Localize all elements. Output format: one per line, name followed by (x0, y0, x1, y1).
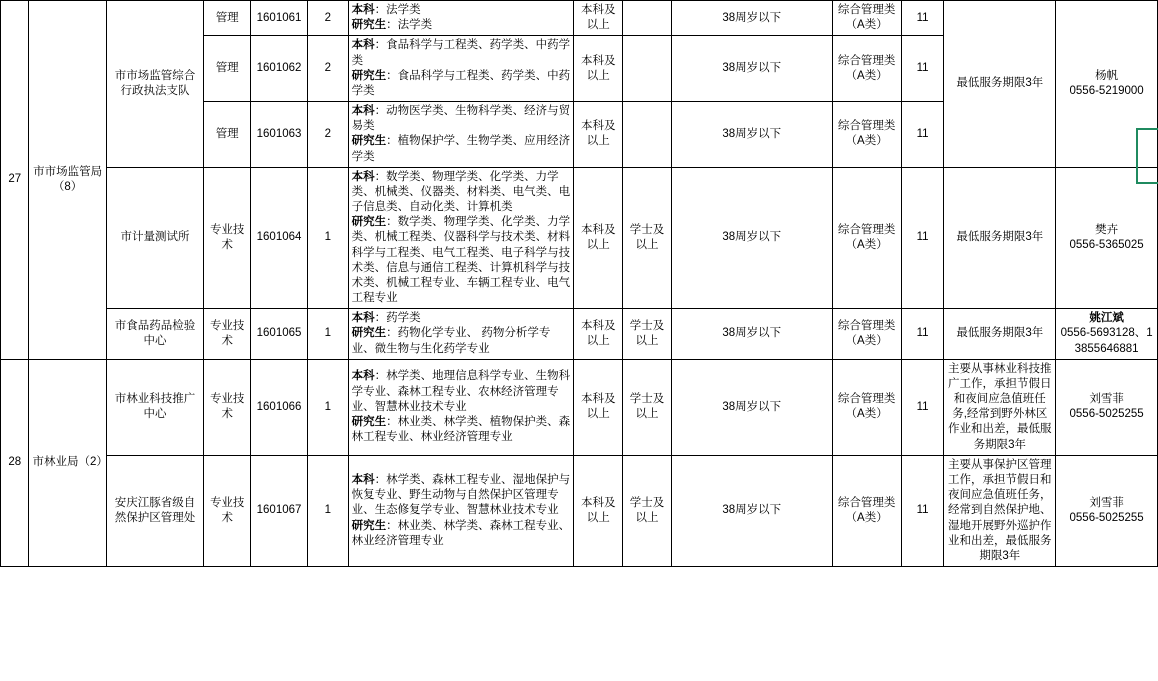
cell-degree: 学士及以上 (623, 167, 672, 309)
cell-contact (1056, 359, 1158, 455)
major-postgrad-value: ：法学类 (386, 19, 433, 32)
cell-degree (623, 102, 672, 168)
major-undergrad-label: 本科 (351, 170, 375, 183)
contact-name: 樊卉 (1095, 223, 1119, 236)
table-row (1, 309, 1158, 360)
cell-major (348, 309, 574, 360)
cell-other: 最低服务期限3年 (944, 167, 1056, 309)
cell-education: 本科及以上 (574, 455, 623, 566)
major-postgrad-value: ：植物保护学、生物学类、应用经济学类 (351, 135, 571, 163)
contact-name: 刘雪菲 (1089, 393, 1124, 406)
table-row (1, 455, 1158, 566)
major-undergrad-value: ：林学类、森林工程专业、湿地保护与恢复专业、野生动物与自然保护区管理专业、生态修复学专业、智慧林业技术专业 (351, 473, 571, 517)
table-row (1, 167, 1158, 309)
cell-exam: 综合管理类（A类） (832, 1, 901, 36)
major-postgrad-value: ：林业类、林学类、森林工程专业、林业经济管理专业 (351, 519, 571, 547)
cell-degree (623, 36, 672, 102)
cell-major (348, 167, 574, 309)
cell-ratio: 11 (901, 167, 944, 309)
major-undergrad-label: 本科 (351, 105, 375, 118)
cell-contact (1056, 167, 1158, 309)
cell-code: 1601067 (251, 455, 308, 566)
cell-other: 主要从事林业科技推广工作，承担节假日和夜间应急值班任务,经常到野外林区作业和出差，最低服务期限3年 (944, 359, 1056, 455)
major-undergrad-value: ：林学类、地理信息科学专业、生物科学专业、森林工程专业、农林经济管理专业、智慧林业技术专业 (351, 370, 571, 413)
cell-age: 38周岁以下 (671, 455, 832, 566)
major-postgrad-value: ：数学类、物理学类、化学类、力学类、机械工程类、仪器科学与技术类、材料科学与工程类、电气工程类、电子科学与技术类、信息与通信工程类、计算机科学与技术类、机械工程专业、车辆工程专业、电气工程专业 (351, 216, 571, 305)
cell-age: 38周岁以下 (671, 1, 832, 36)
major-postgrad-label: 研究生 (351, 216, 387, 229)
cell-category: 管理 (204, 36, 251, 102)
cell-category: 管理 (204, 1, 251, 36)
cell-ratio: 11 (901, 455, 944, 566)
cell-other: 主要从事保护区管理工作，承担节假日和夜间应急值班任务，经常到自然保护地、湿地开展野外巡护作业和出差，最低服务期限3年 (944, 455, 1056, 566)
contact-name: 刘雪菲 (1089, 496, 1124, 509)
cell-major (348, 455, 574, 566)
dept-name: 市市场监管局（8） (33, 165, 103, 193)
cell-count: 1 (308, 309, 349, 360)
contact-phone: 0556-5693128、13855646881 (1060, 327, 1153, 355)
major-undergrad-value: ：法学类 (374, 4, 421, 16)
major-postgrad-value: ：药物化学专业、 药物分析学专业、微生物与生化药学专业 (351, 327, 551, 355)
cell-age: 38周岁以下 (671, 309, 832, 360)
major-postgrad-label: 研究生 (351, 415, 387, 428)
major-postgrad-label: 研究生 (351, 19, 387, 32)
table-row (1, 1, 1158, 36)
cell-contact (1056, 455, 1158, 566)
cell-exam: 综合管理类（A类） (832, 36, 901, 102)
cell-category: 专业技术 (204, 309, 251, 360)
cell-dept (29, 1, 106, 360)
table-row (1, 359, 1158, 455)
major-postgrad-value: ：林业类、林学类、植物保护类、森林工程专业、林业经济管理专业 (351, 415, 571, 444)
cell-index: 27 (1, 1, 29, 360)
cell-degree: 学士及以上 (623, 359, 672, 455)
major-undergrad-value: ：药学类 (374, 312, 421, 325)
major-undergrad-label: 本科 (351, 4, 375, 16)
cell-education: 本科及以上 (574, 309, 623, 360)
cell-category: 专业技术 (204, 455, 251, 566)
cell-count: 2 (308, 102, 349, 168)
cell-ratio: 11 (901, 102, 944, 168)
cell-code: 1601063 (251, 102, 308, 168)
cell-education: 本科及以上 (574, 102, 623, 168)
major-undergrad-label: 本科 (351, 370, 375, 383)
major-postgrad-label: 研究生 (351, 69, 387, 82)
cell-ratio: 11 (901, 359, 944, 455)
cell-other: 最低服务期限3年 (944, 309, 1056, 360)
major-undergrad-value: ：动物医学类、生物科学类、经济与贸易类 (351, 105, 571, 133)
major-postgrad-value: ：食品科学与工程类、药学类、中药学类 (351, 69, 571, 97)
cell-code: 1601061 (251, 1, 308, 36)
cell-major (348, 1, 574, 36)
cell-education: 本科及以上 (574, 359, 623, 455)
selection-highlight-marker (1136, 128, 1158, 184)
cell-ratio: 11 (901, 1, 944, 36)
cell-category: 专业技术 (204, 359, 251, 455)
cell-age: 38周岁以下 (671, 167, 832, 309)
cell-exam: 综合管理类（A类） (832, 102, 901, 168)
contact-name: 姚江斌 (1089, 312, 1124, 325)
contact-phone: 0556-5365025 (1069, 238, 1144, 251)
cell-exam: 综合管理类（A类） (832, 359, 901, 455)
cell-major (348, 36, 574, 102)
cell-education: 本科及以上 (574, 1, 623, 36)
cell-degree: 学士及以上 (623, 309, 672, 360)
cell-category: 专业技术 (204, 167, 251, 309)
cell-degree (623, 1, 672, 36)
cell-index: 28 (1, 359, 29, 566)
cell-age: 38周岁以下 (671, 359, 832, 455)
major-undergrad-label: 本科 (351, 473, 375, 486)
major-undergrad-label: 本科 (351, 39, 375, 52)
cell-count: 1 (308, 167, 349, 309)
cell-ratio: 11 (901, 36, 944, 102)
cell-code: 1601062 (251, 36, 308, 102)
cell-degree: 学士及以上 (623, 455, 672, 566)
cell-contact (1056, 309, 1158, 360)
cell-exam: 综合管理类（A类） (832, 167, 901, 309)
cell-count: 2 (308, 1, 349, 36)
cell-count: 1 (308, 359, 349, 455)
cell-unit: 安庆江豚省级自然保护区管理处 (106, 455, 204, 566)
major-postgrad-label: 研究生 (351, 519, 387, 532)
contact-phone: 0556-5025255 (1069, 511, 1144, 524)
cell-other: 最低服务期限3年 (944, 1, 1056, 168)
cell-age: 38周岁以下 (671, 102, 832, 168)
contact-phone: 0556-5025255 (1069, 408, 1144, 421)
contact-phone: 0556-5219000 (1069, 84, 1144, 97)
cell-education: 本科及以上 (574, 36, 623, 102)
major-postgrad-label: 研究生 (351, 135, 387, 148)
cell-unit: 市食品药品检验中心 (106, 309, 204, 360)
cell-exam: 综合管理类（A类） (832, 455, 901, 566)
cell-code: 1601065 (251, 309, 308, 360)
major-undergrad-value: ：食品科学与工程类、药学类、中药学类 (351, 39, 571, 67)
cell-education: 本科及以上 (574, 167, 623, 309)
cell-category: 管理 (204, 102, 251, 168)
major-postgrad-label: 研究生 (351, 327, 387, 340)
cell-major (348, 102, 574, 168)
cell-unit: 市市场监管综合行政执法支队 (106, 1, 204, 168)
contact-name: 杨帆 (1095, 69, 1119, 82)
cell-major (348, 359, 574, 455)
cell-count: 2 (308, 36, 349, 102)
cell-exam: 综合管理类（A类） (832, 309, 901, 360)
major-undergrad-value: ：数学类、物理学类、化学类、力学类、机械类、仪器类、材料类、电气类、电子信息类、自动化类、计算机类 (351, 170, 571, 214)
cell-count: 1 (308, 455, 349, 566)
cell-ratio: 11 (901, 309, 944, 360)
cell-unit: 市林业科技推广中心 (106, 359, 204, 455)
cell-age: 38周岁以下 (671, 36, 832, 102)
major-undergrad-label: 本科 (351, 312, 375, 325)
cell-code: 1601064 (251, 167, 308, 309)
cell-code: 1601066 (251, 359, 308, 455)
cell-dept: 市林业局（2） (29, 359, 106, 566)
cell-unit: 市计量测试所 (106, 167, 204, 309)
